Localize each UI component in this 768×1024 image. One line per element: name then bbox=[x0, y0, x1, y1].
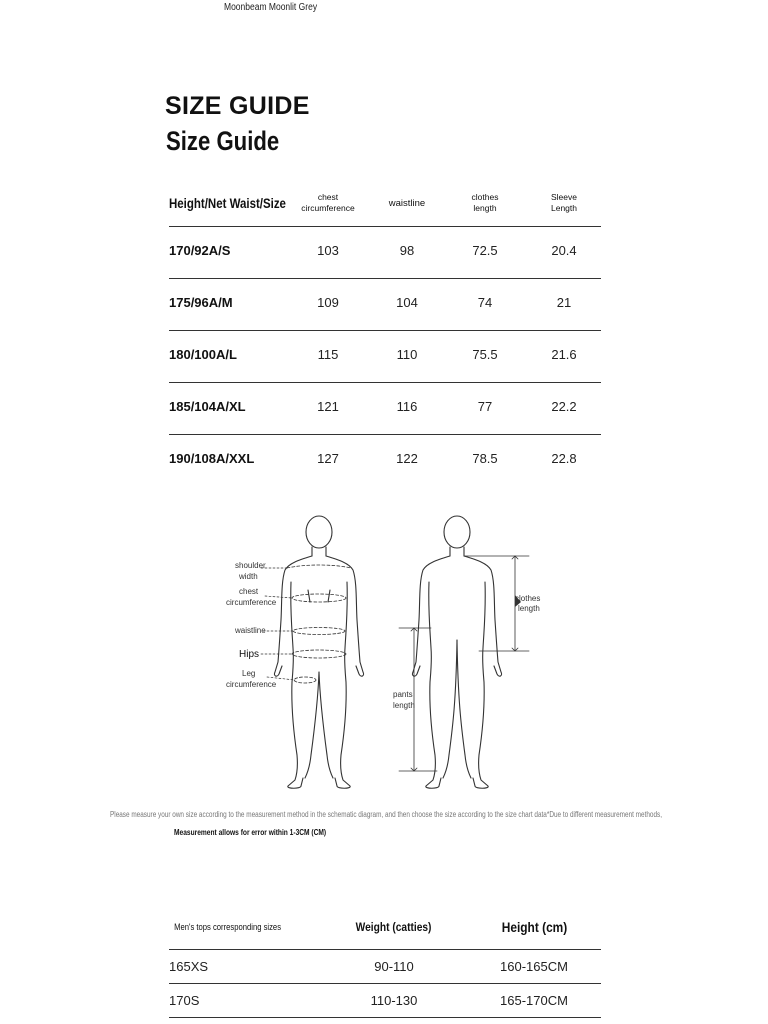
label-leg-2: circumference bbox=[226, 680, 277, 689]
row-length: 74 bbox=[477, 295, 493, 310]
header-length-line2: length bbox=[473, 203, 497, 213]
label-pants-1: pants bbox=[393, 690, 413, 699]
row-sleeve: 21 bbox=[556, 295, 572, 310]
row-length: 78.5 bbox=[472, 451, 498, 466]
row-size: 190/108A/XXL bbox=[169, 451, 255, 466]
row-waist: 116 bbox=[396, 399, 418, 414]
measurement-diagram bbox=[215, 510, 545, 795]
header-sleeve-cell bbox=[523, 180, 605, 226]
table-row bbox=[169, 984, 601, 1018]
header-length-line1: clothes bbox=[471, 192, 499, 202]
measurement-note: Please measure your own size according to the measurement method in the schematic diagram, and then choose the size according to the size chart data*Due to different measurement methods, bbox=[110, 810, 663, 819]
table-row bbox=[169, 435, 601, 486]
page-title: SIZE GUIDE bbox=[165, 92, 310, 120]
row-sleeve: 21.6 bbox=[551, 347, 577, 362]
row-size: 180/100A/L bbox=[169, 347, 237, 362]
row-height: 160-165CM bbox=[500, 959, 568, 974]
back-body-figure bbox=[412, 516, 501, 788]
row-chest: 121 bbox=[317, 399, 339, 414]
row-length: 77 bbox=[477, 399, 493, 414]
row-weight: 90-110 bbox=[374, 959, 414, 974]
row-chest: 127 bbox=[317, 451, 339, 466]
row-length: 75.5 bbox=[472, 347, 498, 362]
front-body-figure bbox=[274, 516, 363, 788]
header-size: Height/Net Waist/Size bbox=[169, 195, 286, 211]
header-weight: Weight (catties) bbox=[356, 919, 432, 934]
header-length bbox=[455, 192, 515, 214]
label-chest-2: circumference bbox=[226, 598, 277, 607]
row-size: 170S bbox=[169, 993, 200, 1008]
weight-height-table bbox=[169, 904, 601, 1018]
header-size-cell bbox=[169, 180, 289, 226]
row-waist: 110 bbox=[396, 347, 418, 362]
row-size: 170/92A/S bbox=[169, 243, 231, 258]
row-waist: 122 bbox=[396, 451, 418, 466]
row-size: 165XS bbox=[169, 959, 209, 974]
label-leg-1: Leg bbox=[242, 669, 256, 678]
label-shoulder-2: width bbox=[239, 572, 258, 581]
row-chest: 103 bbox=[317, 243, 339, 258]
header-length-cell bbox=[445, 180, 525, 226]
header-sleeve-line2: Length bbox=[551, 203, 577, 213]
label-chest-1: chest bbox=[239, 587, 259, 596]
label-waistline: waistline bbox=[235, 626, 266, 635]
weight-table-header bbox=[169, 904, 601, 950]
measurement-error-note: Measurement allows for error within 1-3CM (CM) bbox=[174, 827, 327, 837]
header-height: Height (cm) bbox=[501, 918, 567, 935]
product-name: Moonbeam Moonlit Grey bbox=[224, 2, 318, 13]
header-waist-cell bbox=[367, 180, 447, 226]
size-table-header bbox=[169, 180, 601, 227]
row-waist: 104 bbox=[396, 295, 418, 310]
row-sleeve: 22.8 bbox=[551, 451, 577, 466]
label-shoulder-1: shoulder bbox=[235, 561, 266, 570]
header-chest-line1: chest bbox=[317, 192, 339, 202]
table-row bbox=[169, 950, 601, 984]
row-size: 175/96A/M bbox=[169, 295, 233, 310]
header-sleeve-line1: Sleeve bbox=[551, 192, 577, 202]
row-height: 165-170CM bbox=[500, 993, 568, 1008]
header-sleeve bbox=[534, 192, 594, 214]
row-sleeve: 22.2 bbox=[551, 399, 577, 414]
header-chest-line2: circumference bbox=[301, 203, 355, 213]
row-sleeve: 20.4 bbox=[551, 243, 577, 258]
header-chest bbox=[298, 192, 358, 214]
row-weight: 110-130 bbox=[370, 993, 418, 1008]
table-row bbox=[169, 331, 601, 383]
row-chest: 115 bbox=[317, 347, 339, 362]
label-clothes-1: clothes bbox=[515, 594, 541, 603]
header-waist: waistline bbox=[388, 197, 426, 209]
header-chest-cell bbox=[287, 180, 369, 226]
row-length: 72.5 bbox=[472, 243, 498, 258]
table-row bbox=[169, 279, 601, 331]
row-chest: 109 bbox=[317, 295, 339, 310]
row-waist: 98 bbox=[399, 243, 415, 258]
table-row bbox=[169, 227, 601, 279]
label-pants-2: length bbox=[393, 701, 415, 710]
table-row bbox=[169, 383, 601, 435]
label-hips: Hips bbox=[239, 649, 260, 660]
size-table bbox=[169, 180, 601, 486]
header-tops-size: Men's tops corresponding sizes bbox=[174, 921, 282, 932]
label-clothes-2: length bbox=[518, 604, 540, 613]
row-size: 185/104A/XL bbox=[169, 399, 246, 414]
page-subtitle: Size Guide bbox=[166, 126, 280, 156]
